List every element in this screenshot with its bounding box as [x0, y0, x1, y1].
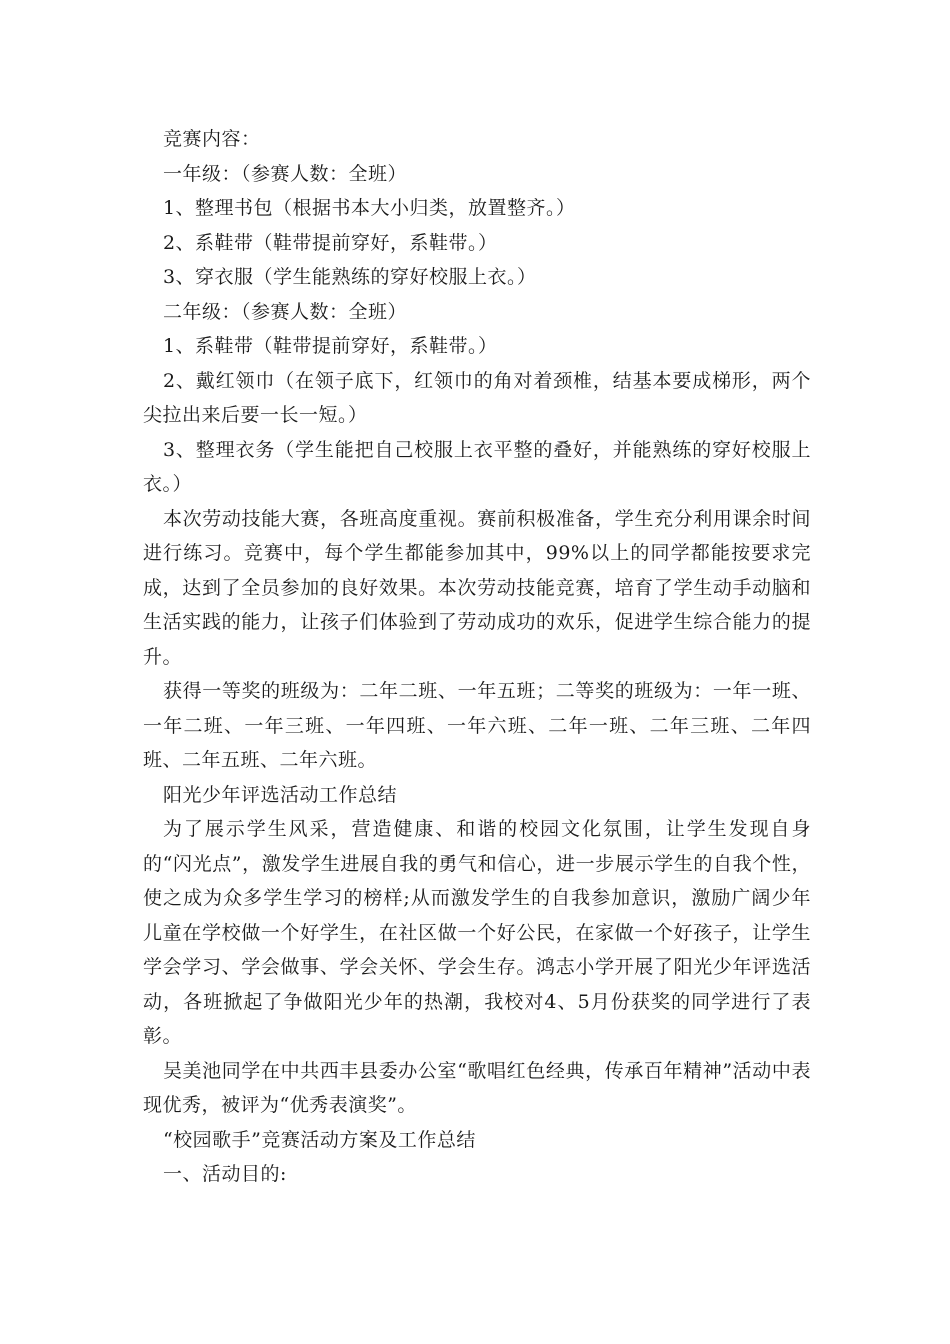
paragraph-grade-two-item-1: 1、系鞋带（鞋带提前穿好，系鞋带。）: [162, 335, 498, 357]
paragraph-grade-one-heading: 一年级：（参赛人数：全班）: [162, 162, 407, 185]
paragraph-grade-two-item-2: 2、戴红领巾（在领子底下，红领巾的角对着颈椎，结基本要成梯形，两个尖拉出来后要一长一短。）: [143, 369, 811, 426]
paragraph-grade-one-item-1: 1、整理书包（根据书本大小归类，放置整齐。）: [162, 197, 576, 219]
document-body: [143, 122, 811, 1192]
paragraph-grade-one-item-3: 3、穿衣服（学生能熟练的穿好校服上衣。）: [162, 266, 537, 288]
section-title-campus-singer: “校园歌手”竞赛活动方案及工作总结: [162, 1128, 476, 1151]
paragraph-award-winners: 获得一等奖的班级为：二年二班、一年五班；二等奖的班级为：一年一班、一年二班、一年三班、一年四班、一年六班、二年一班、二年三班、二年四班、二年五班、二年六班。: [143, 680, 811, 771]
paragraph-activity-purpose: 一、活动目的:: [162, 1163, 287, 1185]
paragraph-grade-one-item-2: 2、系鞋带（鞋带提前穿好，系鞋带。）: [162, 231, 498, 254]
paragraph-performance-award: 吴美池同学在中共西丰县委办公室“歌唱红色经典，传承百年精神”活动中表现优秀，被评为“优秀表演奖”。: [143, 1059, 811, 1116]
paragraph-competition-content: 竞赛内容：: [162, 128, 261, 150]
paragraph-grade-two-item-3: 3、整理衣务（学生能把自己校服上衣平整的叠好，并能熟练的穿好校服上衣。）: [143, 438, 811, 495]
paragraph-grade-two-heading: 二年级：（参赛人数：全班）: [162, 300, 407, 323]
paragraph-sunshine-youth-body: 为了展示学生风采，营造健康、和谐的校园文化氛围，让学生发现自身的“闪光点”，激发学生进展自我的勇气和信心，进一步展示学生的自我个性，使之成为众多学生学习的榜样;从而激发学生的自我参加意识，激励广阔少年儿童在学校做一个好学生，在社区做一个好公民，在家做一个好孩子，让学生学会学习、学会做事、学会关怀、学会生存。鸿志小学开展了阳光少年评选活动，各班掀起了争做阳光少年的热潮，我校对4、5月份获奖的同学进行了表彰。: [143, 818, 811, 1047]
paragraph-competition-summary: 本次劳动技能大赛，各班高度重视。赛前积极准备，学生充分利用课余时间进行练习。竞赛中，每个学生都能参加其中，99%以上的同学都能按要求完成，达到了全员参加的良好效果。本次劳动技能竞赛，培育了学生动手动脑和生活实践的能力，让孩子们体验到了劳动成功的欢乐，促进学生综合能力的提升。: [143, 507, 811, 668]
section-title-sunshine-youth: 阳光少年评选活动工作总结: [162, 783, 397, 806]
